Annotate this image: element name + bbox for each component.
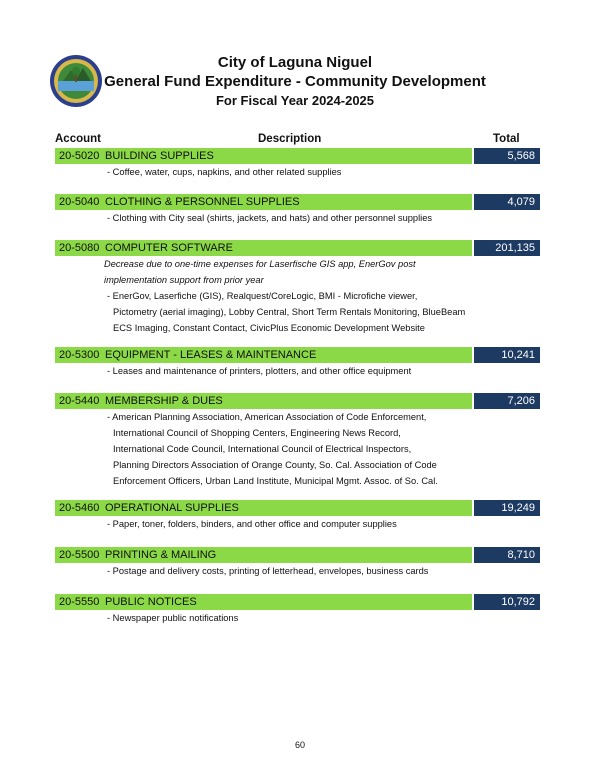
account-code: 20-5080 xyxy=(59,242,100,254)
report-title: General Fund Expenditure - Community Development xyxy=(104,73,486,90)
table-row xyxy=(55,500,540,516)
column-header-account: Account xyxy=(55,133,101,145)
category-name: COMPUTER SOFTWARE xyxy=(105,242,233,254)
account-code: 20-5040 xyxy=(59,196,100,208)
fiscal-year: For Fiscal Year 2024-2025 xyxy=(215,93,375,108)
table-row xyxy=(55,148,540,164)
description-line: - American Planning Association, American Association of Code Enforcement, xyxy=(107,412,427,422)
account-code: 20-5550 xyxy=(59,596,100,608)
table-row xyxy=(55,393,540,409)
table-row xyxy=(55,240,540,256)
description-line: - Leases and maintenance of printers, plotters, and other office equipment xyxy=(107,366,412,376)
category-name: EQUIPMENT - LEASES & MAINTENANCE xyxy=(105,349,317,361)
row-total: 5,568 xyxy=(472,148,540,164)
description-line: - Paper, toner, folders, binders, and other office and computer supplies xyxy=(107,519,397,529)
description-line: Enforcement Officers, Urban Land Institute, Municipal Mgmt. Assoc. of So. Cal. xyxy=(113,476,438,486)
category-name: CLOTHING & PERSONNEL SUPPLIES xyxy=(105,196,300,208)
category-name: PUBLIC NOTICES xyxy=(105,596,197,608)
note-line: Decrease due to one-time expenses for Laserfische GIS app, EnerGov post xyxy=(104,259,416,269)
description-line: International Code Council, International Council of Electrical Inspectors, xyxy=(113,444,412,454)
category-name: BUILDING SUPPLIES xyxy=(105,150,214,162)
category-name: PRINTING & MAILING xyxy=(105,549,217,561)
description-line: International Council of Shopping Centers, Engineering News Record, xyxy=(113,428,401,438)
row-total: 7,206 xyxy=(472,393,540,409)
column-header-description: Description xyxy=(258,133,322,145)
category-name: MEMBERSHIP & DUES xyxy=(105,395,223,407)
table-row xyxy=(55,547,540,563)
description-line: - Newspaper public notifications xyxy=(107,613,239,623)
page-number: 60 xyxy=(294,740,305,750)
description-line: Planning Directors Association of Orange County, So. Cal. Association of Code xyxy=(113,460,437,470)
table-row xyxy=(55,347,540,363)
row-total: 10,241 xyxy=(472,347,540,363)
description-line: - Coffee, water, cups, napkins, and other related supplies xyxy=(107,167,342,177)
row-total: 8,710 xyxy=(472,547,540,563)
account-code: 20-5300 xyxy=(59,349,100,361)
city-name: City of Laguna Niguel xyxy=(217,54,373,71)
city-seal-icon xyxy=(49,54,103,108)
account-code: 20-5440 xyxy=(59,395,100,407)
account-code: 20-5020 xyxy=(59,150,100,162)
row-total: 201,135 xyxy=(472,240,540,256)
note-line: implementation support from prior year xyxy=(104,275,264,285)
account-code: 20-5460 xyxy=(59,502,100,514)
table-row xyxy=(55,594,540,610)
row-total: 19,249 xyxy=(472,500,540,516)
description-line: Pictometry (aerial imaging), Lobby Central, Short Term Rentals Monitoring, BlueBeam xyxy=(113,307,466,317)
account-code: 20-5500 xyxy=(59,549,100,561)
description-line: - Clothing with City seal (shirts, jackets, and hats) and other personnel supplies xyxy=(107,213,433,223)
column-header-total: Total xyxy=(493,133,520,145)
description-line: ECS Imaging, Constant Contact, CivicPlus Economic Development Website xyxy=(113,323,425,333)
table-row xyxy=(55,194,540,210)
description-line: - EnerGov, Laserfiche (GIS), Realquest/CoreLogic, BMI - Microfiche viewer, xyxy=(107,291,418,301)
row-total: 10,792 xyxy=(472,594,540,610)
description-line: - Postage and delivery costs, printing of letterhead, envelopes, business cards xyxy=(107,566,429,576)
category-name: OPERATIONAL SUPPLIES xyxy=(105,502,239,514)
row-total: 4,079 xyxy=(472,194,540,210)
